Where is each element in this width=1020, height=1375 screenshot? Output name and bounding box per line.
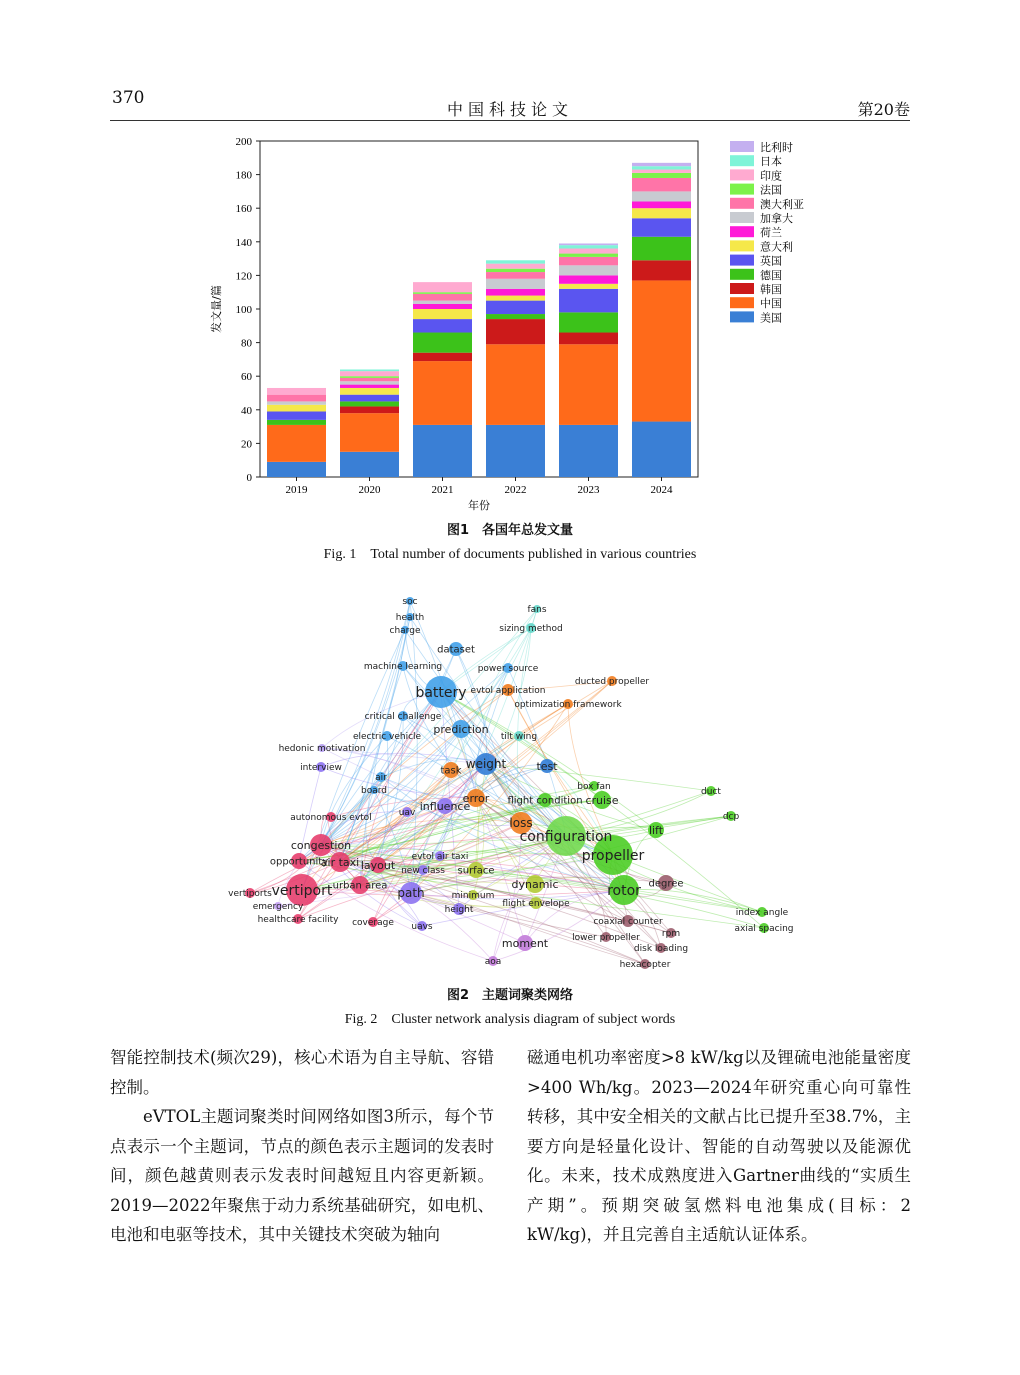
body-paragraph: 磁通电机功率密度>8 kW/kg以及锂硫电池能量密度>400 Wh/kg。2023—2024年研究重心向可靠性转移，其中安全相关的文献占比已提升至38.7%，主要方向是轻量化设计、智能的自动驾驶以及能源优化。未来，技术成熟度进入Gartner曲线的“实质生产期”。预期突破氢燃料电池集成(目标：2 kW/kg)，并且完善自主适航认证体系。: [527, 1048, 911, 1244]
network-label: power source: [477, 664, 539, 675]
legend-label: 法国: [760, 183, 782, 197]
legend-label: 荷兰: [760, 226, 782, 240]
bar-segment: [632, 201, 691, 208]
network-label: aoa: [484, 957, 502, 968]
bar-segment: [340, 378, 399, 381]
y-tick-label: 0: [246, 472, 252, 484]
legend-label: 美国: [760, 311, 782, 325]
chart-bars: [267, 163, 691, 477]
bar-segment: [413, 304, 472, 309]
network-label: sizing method: [499, 624, 563, 635]
network-label: electric vehicle: [352, 732, 422, 743]
bar-segment: [267, 425, 326, 462]
network-label: uav: [398, 808, 416, 819]
network-label: flight envelope: [502, 899, 570, 910]
figure1-caption-en: Fig. 1 Total number of documents published in various countries: [323, 547, 697, 562]
bar-segment: [486, 425, 545, 477]
y-tick-label: 120: [235, 270, 252, 283]
network-label: box fan: [577, 782, 611, 793]
network-label: hexacopter: [619, 960, 671, 971]
network-label: flight condition: [507, 795, 583, 807]
legend-swatch: [730, 155, 754, 166]
bar-segment: [267, 395, 326, 402]
network-label: cruise: [585, 793, 619, 807]
x-tick-label: 2019: [285, 484, 308, 496]
legend-swatch: [730, 297, 754, 308]
legend-label: 印度: [760, 169, 782, 183]
network-label: path: [397, 886, 425, 901]
network-label: fans: [527, 605, 547, 616]
bar-segment: [340, 376, 399, 378]
network-label: air: [375, 773, 387, 784]
network-label: congestion: [290, 838, 352, 852]
bar-segment: [340, 406, 399, 413]
figure2-caption-en: Fig. 2 Cluster network analysis diagram of subject words: [344, 1012, 676, 1027]
network-label: health: [395, 613, 425, 624]
bar-segment: [632, 191, 691, 201]
bar-segment: [559, 289, 618, 313]
bar-segment: [632, 260, 691, 280]
network-label: vertiport: [271, 882, 333, 899]
network-label: weight: [465, 757, 507, 772]
legend-label: 比利时: [760, 141, 793, 154]
network-label: interview: [300, 763, 342, 774]
network-label: emergency: [252, 902, 304, 913]
bar-segment: [632, 218, 691, 236]
bar-segment: [340, 395, 399, 402]
x-axis-label: 年份: [468, 499, 490, 512]
bar-segment: [632, 163, 691, 166]
bar-segment: [486, 301, 545, 314]
legend-label: 日本: [760, 155, 782, 169]
legend-label: 加拿大: [760, 212, 793, 225]
bar-segment: [632, 280, 691, 421]
network-label: dcp: [722, 812, 740, 823]
network-label: dynamic: [511, 877, 559, 891]
bar-segment: [486, 296, 545, 301]
bar-segment: [267, 401, 326, 404]
network-label: task: [440, 765, 462, 777]
bar-segment: [267, 411, 326, 419]
network-label: minimum: [451, 891, 495, 902]
network-label: critical challenge: [364, 712, 442, 723]
network-label: battery: [415, 684, 467, 701]
network-label: vertiports: [228, 889, 272, 900]
network-label: evtol application: [470, 686, 546, 697]
network-label: hedonic motivation: [278, 744, 366, 755]
network-label: ducted propeller: [574, 677, 650, 688]
network-label: board: [361, 786, 387, 797]
bar-segment: [559, 254, 618, 257]
network-label: autonomous evtol: [290, 813, 372, 824]
stacked-bar-chart: [0, 125, 1020, 515]
bar-segment: [559, 275, 618, 283]
bar-segment: [486, 269, 545, 272]
legend-label: 德国: [760, 268, 782, 282]
bar-segment: [632, 208, 691, 218]
x-tick-label: 2020: [358, 484, 381, 496]
bar-segment: [413, 301, 472, 304]
bar-segment: [486, 260, 545, 263]
network-label: machine learning: [363, 662, 443, 673]
network-label: new class: [401, 866, 445, 877]
network-label: loss: [509, 816, 533, 831]
bar-segment: [632, 173, 691, 178]
network-label: duct: [701, 787, 721, 798]
bar-segment: [413, 425, 472, 477]
journal-title: 中国科技论文: [446, 100, 573, 119]
bar-segment: [559, 344, 618, 425]
bar-segment: [340, 371, 399, 376]
bar-segment: [340, 385, 399, 388]
network-label: opportunity: [269, 856, 329, 868]
network-label: soc: [402, 597, 418, 608]
page-number: 370: [112, 88, 145, 108]
volume-label: 第20卷: [857, 100, 910, 119]
bar-segment: [267, 420, 326, 425]
network-label: surface: [457, 865, 495, 877]
y-tick-label: 160: [235, 203, 252, 216]
legend-swatch: [730, 212, 754, 223]
network-label: test: [536, 759, 558, 773]
bar-segment: [632, 178, 691, 191]
y-tick-label: 60: [241, 371, 252, 384]
x-tick-label: 2024: [650, 484, 673, 496]
network-label: lift: [648, 823, 664, 837]
network-edge: [321, 617, 410, 845]
bar-segment: [486, 272, 545, 279]
bar-segment: [486, 289, 545, 296]
body-column-left: [110, 1043, 494, 1250]
bar-segment: [486, 319, 545, 344]
bar-segment: [632, 166, 691, 169]
cluster-network: [220, 588, 800, 980]
bar-segment: [413, 361, 472, 425]
network-label: dataset: [437, 644, 475, 656]
x-tick-label: 2021: [431, 484, 454, 496]
y-tick-label: 80: [241, 337, 252, 350]
y-tick-label: 140: [235, 236, 252, 249]
bar-segment: [267, 388, 326, 395]
network-label: uavs: [411, 922, 433, 933]
network-label: propeller: [581, 847, 645, 864]
legend-swatch: [730, 283, 754, 294]
bar-segment: [559, 312, 618, 332]
x-tick-label: 2022: [504, 484, 527, 496]
figure2-caption-cn: 图2 主题词聚类网络: [446, 988, 574, 1003]
network-label: influence: [419, 799, 471, 813]
bar-segment: [340, 388, 399, 395]
network-label: error: [462, 791, 490, 805]
bar-segment: [486, 314, 545, 319]
network-label: healthcare facility: [257, 915, 339, 926]
network-label: charge: [389, 626, 421, 637]
bar-segment: [559, 245, 618, 248]
bar-segment: [413, 353, 472, 361]
legend-swatch: [730, 198, 754, 209]
bar-segment: [413, 309, 472, 319]
legend-swatch: [730, 255, 754, 266]
y-axis-label: 发文量/篇: [210, 285, 223, 333]
bar-segment: [267, 462, 326, 477]
bar-segment: [340, 413, 399, 452]
legend-swatch: [730, 240, 754, 251]
network-label: lower propeller: [572, 933, 640, 944]
network-label: optimization framework: [514, 700, 622, 711]
network-label: coaxial counter: [593, 917, 663, 928]
bar-segment: [632, 237, 691, 261]
bar-segment: [559, 265, 618, 275]
y-tick-label: 180: [235, 169, 252, 182]
legend-swatch: [730, 141, 754, 152]
y-tick-label: 100: [235, 304, 252, 316]
bar-segment: [486, 279, 545, 289]
bar-segment: [267, 405, 326, 412]
body-paragraph: eVTOL主题词聚类时间网络如图3所示，每个节点表示一个主题词，节点的颜色表示主题词的发表时间，颜色越黄则表示发表时间越短且内容更新颖。2019—2022年聚焦于动力系统基础研究，如电机、电池和电驱等技术，其中关键技术突破为轴向: [110, 1107, 494, 1244]
bar-segment: [559, 333, 618, 345]
bar-segment: [632, 170, 691, 173]
bar-segment: [559, 249, 618, 254]
body-column-right: [527, 1043, 911, 1250]
bar-segment: [413, 333, 472, 353]
network-label: evtol air taxi: [411, 852, 469, 863]
network-label: disk loading: [633, 944, 689, 955]
legend-label: 意大利: [760, 240, 793, 254]
body-paragraph: 智能控制技术(频次29)，核心术语为自主导航、容错控制。: [110, 1048, 494, 1097]
network-label: air taxi: [320, 855, 360, 869]
figure1-caption-cn: 图1 各国年总发文量: [446, 523, 574, 538]
bar-segment: [632, 422, 691, 477]
network-label: moment: [501, 936, 549, 950]
legend-label: 英国: [760, 254, 782, 268]
legend-label: 澳大利亚: [760, 197, 804, 211]
network-label: height: [444, 905, 474, 916]
network-label: axial spacing: [734, 924, 794, 935]
network-label: degree: [648, 878, 684, 890]
legend-swatch: [730, 184, 754, 195]
bar-segment: [340, 369, 399, 371]
legend-swatch: [730, 169, 754, 180]
network-label: urban area: [332, 880, 388, 892]
bar-segment: [413, 319, 472, 332]
bar-segment: [559, 284, 618, 289]
legend-swatch: [730, 269, 754, 280]
x-tick-label: 2023: [577, 484, 600, 496]
bar-segment: [559, 243, 618, 245]
y-tick-label: 20: [241, 438, 252, 451]
network-label: coverage: [352, 918, 394, 929]
network-label: rotor: [607, 882, 641, 899]
bar-segment: [486, 344, 545, 425]
bar-segment: [413, 282, 472, 292]
network-label: configuration: [519, 828, 613, 845]
legend-swatch: [730, 311, 754, 322]
bar-segment: [559, 425, 618, 477]
bar-segment: [413, 294, 472, 301]
network-edges: [250, 601, 764, 964]
y-tick-label: 40: [241, 404, 252, 417]
network-label: index angle: [735, 908, 789, 919]
legend-label: 中国: [760, 297, 782, 311]
bar-segment: [486, 264, 545, 269]
y-tick-label: 200: [235, 136, 252, 148]
bar-segment: [340, 401, 399, 406]
legend-label: 韩国: [760, 283, 782, 296]
bar-segment: [559, 257, 618, 265]
header-rule: [110, 120, 910, 121]
network-label: rpm: [661, 929, 681, 940]
network-label: tilt wing: [500, 732, 538, 743]
bar-segment: [340, 452, 399, 477]
legend-swatch: [730, 226, 754, 237]
bar-segment: [340, 381, 399, 384]
network-label: prediction: [433, 722, 489, 736]
bar-segment: [413, 292, 472, 294]
chart-legend: [730, 140, 804, 324]
network-label: layout: [360, 858, 396, 872]
